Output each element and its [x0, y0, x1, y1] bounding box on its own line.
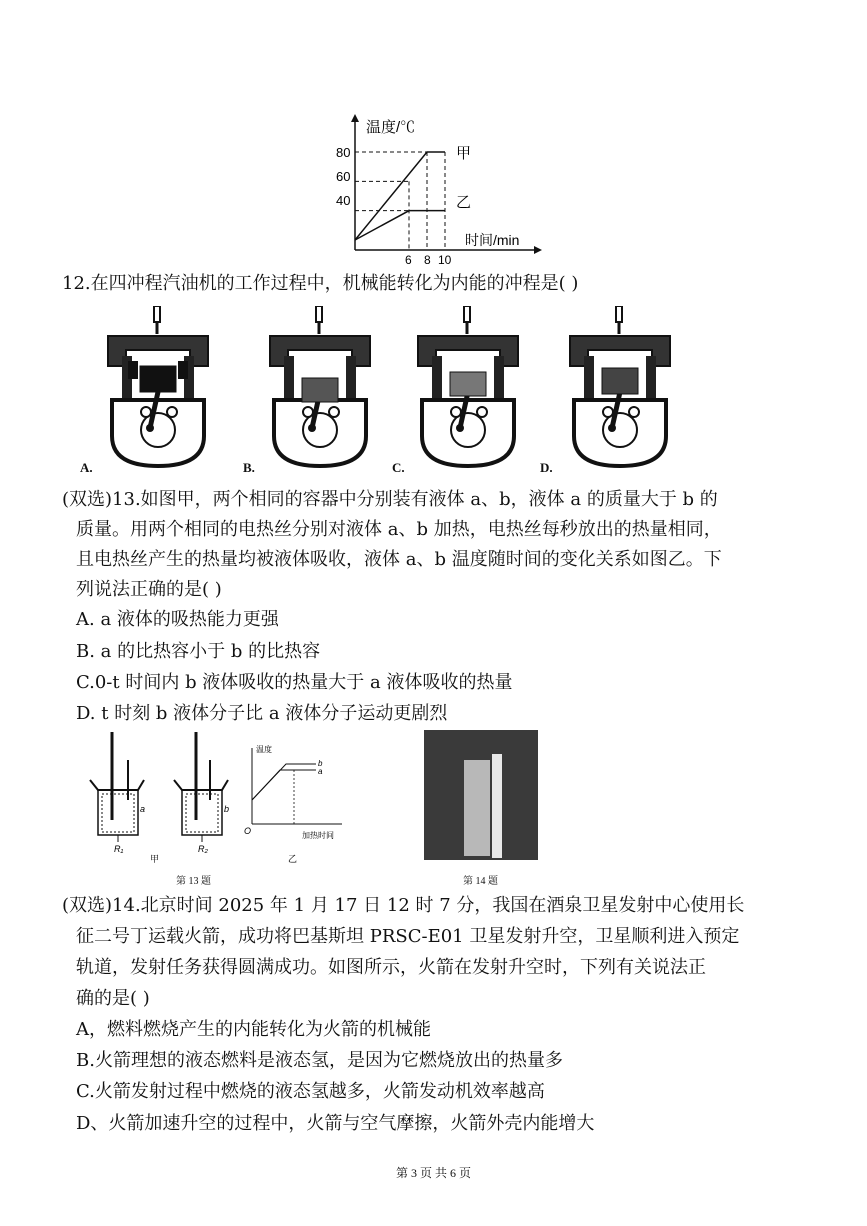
q13-caption: 第 13 题 — [176, 876, 211, 887]
engine-diagram-b — [260, 306, 380, 471]
small-graph-temp: 温度 — [256, 745, 272, 754]
small-graph-b: b — [318, 759, 323, 768]
temperature-time-graph — [300, 110, 560, 270]
series-label-jia: 甲 — [456, 145, 472, 162]
rocket-photo — [424, 730, 538, 860]
label-r2: R₂ — [198, 844, 208, 854]
series-line-yi — [355, 211, 445, 240]
engine-c-piston — [450, 372, 486, 396]
q14-line-3: 轨道，发射任务获得圆满成功。如图所示，火箭在发射升空时，下列有关说法正 — [76, 957, 706, 978]
y-tick-80: 80 — [336, 145, 351, 160]
small-graph-a: a — [318, 767, 323, 776]
series-line-jia — [355, 152, 445, 240]
q14-option-b: B.火箭理想的液态燃料是液态氢，是因为它燃烧放出的热量多 — [76, 1050, 563, 1071]
q13-line-4: 列说法正确的是( ) — [76, 579, 222, 600]
engine-b-piston — [302, 378, 338, 402]
engine-diagram-d — [560, 306, 680, 471]
y-tick-60: 60 — [336, 169, 351, 184]
q14-line-1: (双选)14.北京时间 2025 年 1 月 17 日 12 时 7 分，我国在酒泉卫星发射中心使用长 — [62, 895, 745, 916]
q14-option-c: C.火箭发射过程中燃烧的液态氢越多，火箭发动机效率越高 — [76, 1081, 545, 1102]
q14-line-2: 征二号丁运载火箭，成功将巴基斯坦 PRSC-E01 卫星发射升空，卫星顺利进入预定 — [76, 926, 740, 947]
label-a: a — [140, 804, 146, 814]
label-r1: R₁ — [114, 844, 124, 854]
q13-option-c: C.0-t 时间内 b 液体吸收的热量大于 a 液体吸收的热量 — [76, 672, 513, 693]
rocket-body — [492, 754, 502, 858]
q12-option-a-label: A. — [80, 460, 93, 475]
small-graph-time: 加热时间 — [302, 831, 334, 840]
q14-option-d: D、火箭加速升空的过程中，火箭与空气摩擦，火箭外壳内能增大 — [76, 1113, 595, 1134]
q12-option-c-label: C. — [392, 460, 405, 475]
q12-option-d-label: D. — [540, 460, 553, 475]
q12-stem: 12.在四冲程汽油机的工作过程中，机械能转化为内能的冲程是( ) — [62, 273, 579, 294]
beaker-b — [174, 732, 228, 842]
x-axis-arrow — [534, 246, 542, 254]
q13-figure — [80, 730, 350, 880]
launch-tower — [464, 760, 490, 856]
q13-line-2: 质量。用两个相同的电热丝分别对液体 a、b 加热，电热丝每秒放出的热量相同， — [76, 519, 722, 540]
engine-a-piston — [140, 366, 176, 392]
y-tick-40: 40 — [336, 193, 351, 208]
q12-option-b-label: B. — [243, 460, 255, 475]
x-tick-6: 6 — [405, 253, 412, 267]
q13-line-1: (双选)13.如图甲，两个相同的容器中分别装有液体 a、b，液体 a 的质量大于 b 的 — [62, 489, 718, 510]
label-b: b — [224, 804, 230, 814]
beaker-jia — [90, 732, 144, 842]
y-axis-label: 温度/℃ — [366, 119, 416, 136]
q13-option-b: B. a 的比热容小于 b 的比热容 — [76, 641, 321, 662]
x-axis-label: 时间/min — [465, 232, 520, 248]
x-tick-10: 10 — [438, 253, 452, 267]
q14-line-4: 确的是( ) — [76, 988, 150, 1009]
q13-option-a: A. a 液体的吸热能力更强 — [76, 609, 279, 630]
page-footer: 第 3 页 共 6 页 — [395, 1166, 471, 1180]
engine-diagram-c — [408, 306, 528, 471]
q13-line-3: 且电热丝产生的热量均被液体吸收，液体 a、b 温度随时间的变化关系如图乙。下 — [76, 549, 722, 570]
q14-option-a: A，燃料燃烧产生的内能转化为火箭的机械能 — [76, 1019, 431, 1040]
q13-option-d: D. t 时刻 b 液体分子比 a 液体分子运动更剧烈 — [76, 703, 448, 724]
engine-diagram-a — [98, 306, 218, 471]
label-jia: 甲 — [150, 854, 160, 864]
series-label-yi: 乙 — [456, 194, 472, 211]
q13-small-graph — [252, 748, 342, 824]
q14-caption: 第 14 题 — [463, 876, 498, 887]
engine-d-piston — [602, 368, 638, 394]
label-yi: 乙 — [288, 854, 298, 864]
y-axis-arrow — [351, 114, 359, 122]
x-tick-8: 8 — [424, 253, 431, 267]
small-graph-origin: O — [244, 826, 252, 836]
